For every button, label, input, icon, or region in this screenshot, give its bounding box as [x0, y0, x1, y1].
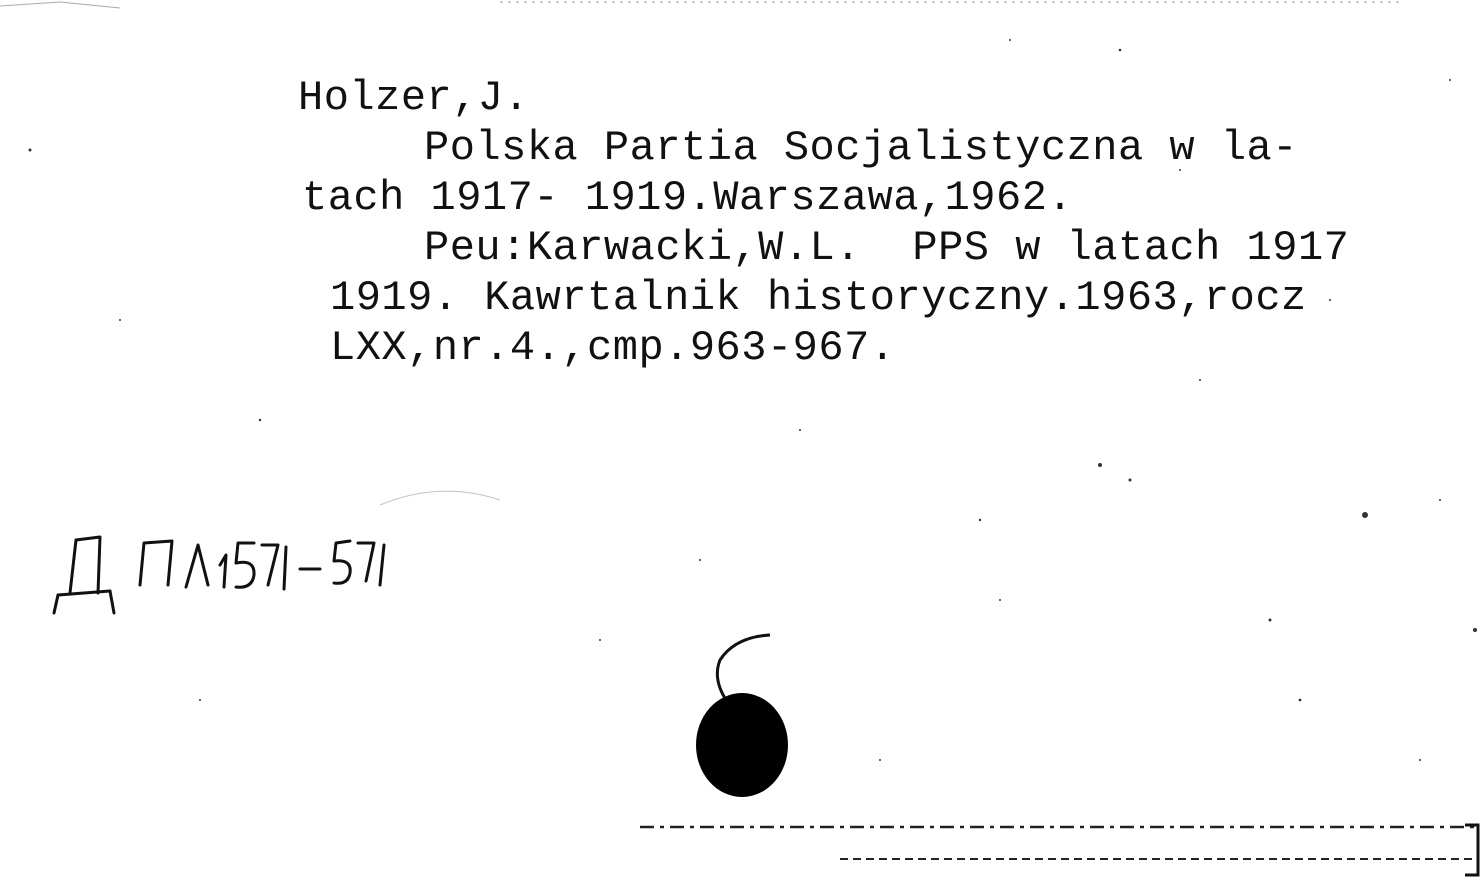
review-line-3: LXX,nr.4.,cmp.963-967. [330, 324, 896, 372]
bottom-rule [640, 815, 1480, 885]
review-line-2: 1919. Kawrtalnik historyczny.1963,rocz [330, 274, 1307, 322]
author-line: Holzer,J. [298, 74, 530, 122]
filing-hole [680, 625, 820, 815]
handwritten-shelfmark [40, 515, 440, 625]
review-line-1: Peu:Karwacki,W.L. PPS w latach 1917 [424, 224, 1350, 272]
title-line-2: tach 1917- 1919.Warszawa,1962. [302, 174, 1074, 222]
title-line-1: Polska Partia Socjalistyczna w la- [424, 124, 1298, 172]
